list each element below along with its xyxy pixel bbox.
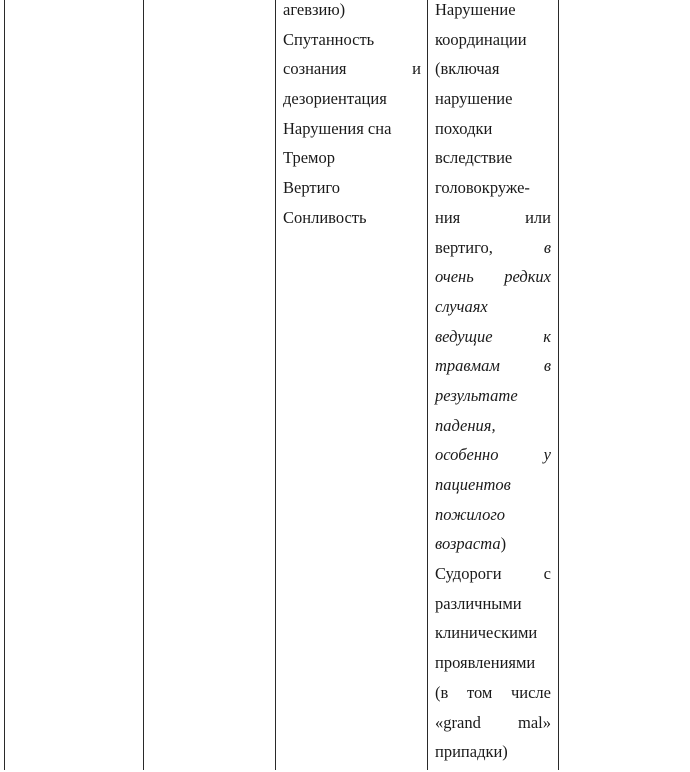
table-cell-column-3	[283, 0, 421, 238]
cell-word: припадки)	[435, 742, 508, 762]
cell-word: редких	[504, 267, 551, 287]
cell-line	[435, 564, 551, 594]
cell-word: возраста	[435, 534, 501, 554]
cell-word: в	[543, 237, 551, 257]
cell-word: Нарушения сна	[283, 118, 392, 138]
cell-line	[435, 445, 551, 475]
cell-word: падения,	[435, 415, 496, 435]
cell-word: травмам	[435, 356, 500, 376]
cell-line	[435, 653, 551, 683]
cell-word: вертиго,	[435, 237, 493, 257]
table-column-divider-4	[558, 0, 559, 770]
cell-word: координации	[435, 29, 527, 49]
cell-line	[435, 208, 551, 238]
cell-line	[435, 297, 551, 327]
cell-line	[283, 89, 421, 119]
cell-word: клиническими	[435, 623, 538, 643]
cell-word: различными	[435, 593, 522, 613]
cell-line	[283, 59, 421, 89]
table-cell-column-4	[435, 0, 551, 772]
cell-line	[435, 416, 551, 446]
cell-line	[435, 713, 551, 743]
cell-word: ния	[435, 207, 461, 227]
cell-word: пожилого	[435, 504, 506, 524]
cell-word: )	[500, 534, 507, 554]
cell-word: агевзию)	[283, 0, 346, 19]
table-column-divider-2	[275, 0, 276, 770]
cell-word: (включая	[435, 59, 500, 79]
cell-line	[283, 30, 421, 60]
cell-word: у	[543, 445, 551, 465]
cell-line	[283, 148, 421, 178]
cell-line	[435, 534, 551, 564]
cell-word: том	[466, 682, 493, 702]
cell-line	[435, 475, 551, 505]
cell-word: Вертиго	[283, 178, 341, 198]
cell-word: Судороги	[435, 564, 502, 584]
cell-line	[435, 386, 551, 416]
cell-word: походки	[435, 118, 493, 138]
cell-line	[283, 0, 421, 30]
cell-word: случаях	[435, 296, 488, 316]
cell-line	[435, 30, 551, 60]
cell-line	[435, 59, 551, 89]
cell-line	[283, 208, 421, 238]
cell-word: Спутанность	[283, 29, 375, 49]
cell-line	[435, 594, 551, 624]
cell-word: результате	[435, 385, 518, 405]
cell-line	[435, 742, 551, 772]
cell-line	[435, 0, 551, 30]
cell-word: особенно	[435, 445, 499, 465]
cell-line	[435, 267, 551, 297]
table-border-left	[4, 0, 5, 770]
cell-line	[435, 238, 551, 268]
cell-word: Нарушение	[435, 0, 516, 19]
cell-line	[435, 89, 551, 119]
cell-line	[283, 178, 421, 208]
cell-word: головокруже-	[435, 178, 530, 198]
cell-line	[435, 683, 551, 713]
cell-word: «grand	[435, 712, 481, 732]
cell-word: дезориентация	[283, 89, 387, 109]
cell-word: числе	[510, 682, 551, 702]
table-column-divider-1	[143, 0, 144, 770]
cell-word: пациентов	[435, 475, 511, 494]
cell-line	[435, 327, 551, 357]
cell-word: сознания	[283, 59, 347, 79]
cell-line	[435, 356, 551, 386]
cell-word: (в	[435, 682, 449, 702]
cell-word: mal»	[518, 712, 551, 732]
cell-word: очень	[435, 267, 474, 287]
cell-line	[435, 623, 551, 653]
cell-word: нарушение	[435, 89, 513, 109]
table-column-divider-3	[427, 0, 428, 770]
cell-line	[435, 505, 551, 535]
cell-line	[435, 119, 551, 149]
cell-word: ведущие	[435, 326, 493, 346]
cell-line	[435, 178, 551, 208]
cell-word: с	[543, 564, 551, 584]
cell-word: проявлениями	[435, 653, 536, 673]
cell-word: Тремор	[283, 148, 335, 168]
cell-word: Сонливость	[283, 207, 367, 227]
cell-word: в	[543, 356, 551, 376]
cell-word: к	[543, 326, 551, 346]
cell-line	[435, 148, 551, 178]
cell-word: или	[525, 207, 551, 227]
cell-word: вследствие	[435, 148, 513, 168]
cell-word: и	[412, 59, 421, 79]
cell-line	[283, 119, 421, 149]
